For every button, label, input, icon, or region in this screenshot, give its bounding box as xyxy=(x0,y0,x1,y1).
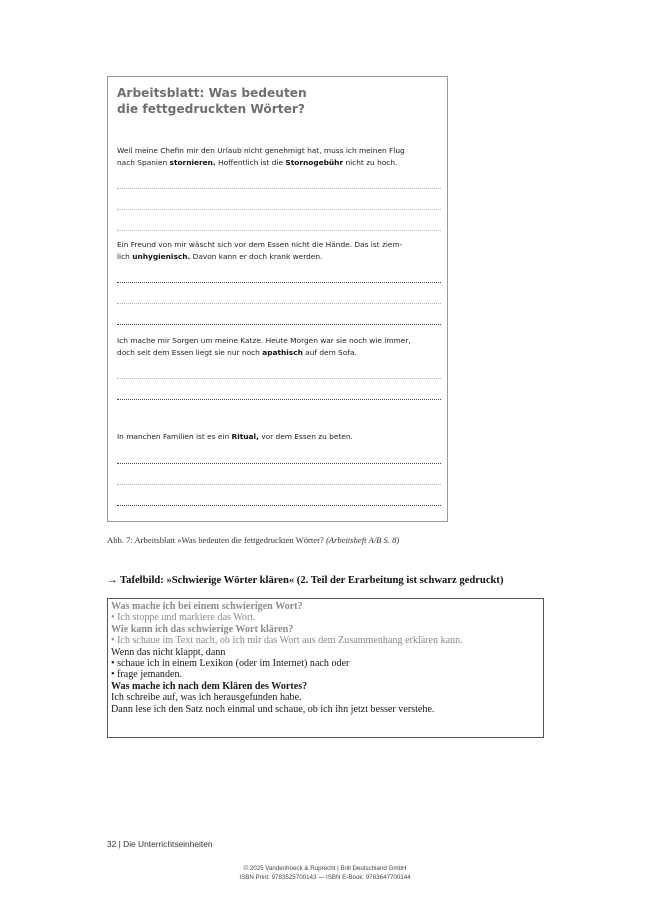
bold-term: Stornogebühr xyxy=(285,157,344,167)
answer-line xyxy=(117,282,441,283)
worksheet-figure xyxy=(107,76,448,522)
answer-line xyxy=(117,399,441,400)
exercise-text: Ein Freund von mir wäscht sich vor dem Essen nicht die Hände. Das ist ziem- lich unhygienisch. Davon kann er doch krank werden. xyxy=(117,240,403,261)
answer-line xyxy=(117,484,441,485)
answer-line xyxy=(117,378,441,379)
exercise-3 xyxy=(117,335,441,400)
answer-line xyxy=(117,463,441,464)
board-bullet: • frage jemanden. xyxy=(111,669,540,680)
bold-term: stornieren. xyxy=(169,157,216,167)
worksheet-title: Arbeitsblatt: Was bedeuten die fettgedruckten Wörter? xyxy=(117,86,307,116)
board-question: Was mache ich bei einem schwierigen Wort? xyxy=(111,601,303,612)
board-question: Was mache ich nach dem Klären des Wortes? xyxy=(111,680,308,692)
copyright-line: © 2025 Vandenhoeck & Ruprecht | Brill Deutschland GmbH xyxy=(243,865,407,872)
answer-line xyxy=(117,505,441,506)
board-box xyxy=(107,598,544,738)
board-bullet: • Ich stoppe und markiere das Wort. xyxy=(111,612,540,623)
bold-term: apathisch xyxy=(262,347,303,357)
exercise-text: In manchen Familien ist es ein Ritual, vor dem Essen zu beten. xyxy=(117,432,353,441)
figure-caption: Abb. 7: Arbeitsblatt »Was bedeuten die fettgedruckten Wörter? (Arbeitsheft A/B S. 8) xyxy=(107,535,400,545)
exercise-2 xyxy=(117,239,441,325)
board-heading: → Tafelbild: »Schwierige Wörter klären« (2. Teil der Erarbeitung ist schwarz gedruckt) xyxy=(107,575,504,586)
copyright-footer xyxy=(0,865,650,883)
board-text: Ich schreibe auf, was ich herausgefunden habe. xyxy=(111,692,302,704)
exercise-4 xyxy=(117,431,441,506)
board-text: Wenn das nicht klappt, dann xyxy=(111,646,226,658)
answer-line xyxy=(117,230,441,231)
answer-line xyxy=(117,303,441,304)
page-number-footer: 32 | Die Unterrichtseinheiten xyxy=(107,839,213,849)
bold-term: unhygienisch. xyxy=(132,251,191,261)
board-bullet: • schaue ich in einem Lexikon (oder im Internet) nach oder xyxy=(111,658,540,669)
board-text: Dann lese ich den Satz noch einmal und schaue, ob ich ihn jetzt besser verstehe. xyxy=(111,703,435,715)
bold-term: Ritual, xyxy=(231,432,259,441)
board-bullet: • Ich schaue im Text nach, ob ich mir das Wort aus dem Zusammenhang erklären kann. xyxy=(111,635,540,646)
isbn-line: ISBN Print: 9783525700143 — ISBN E-Book: 9783647700144 xyxy=(239,873,411,881)
exercise-text: Ich mache mir Sorgen um meine Katze. Heute Morgen war sie noch wie immer, doch seit dem Essen liegt sie nur noch apathisch auf dem Sofa. xyxy=(117,336,411,357)
answer-line xyxy=(117,209,441,210)
board-question: Wie kann ich das schwierige Wort klären? xyxy=(111,623,294,635)
exercise-text: Weil meine Chefin mir den Urlaub nicht genehmigt hat, muss ich meinen Flug nach Spanien stornieren. Hoffentlich ist die Stornogebühr nicht zu hoch. xyxy=(117,146,405,167)
answer-line xyxy=(117,188,441,189)
answer-line xyxy=(117,324,441,325)
exercise-1 xyxy=(117,145,441,231)
